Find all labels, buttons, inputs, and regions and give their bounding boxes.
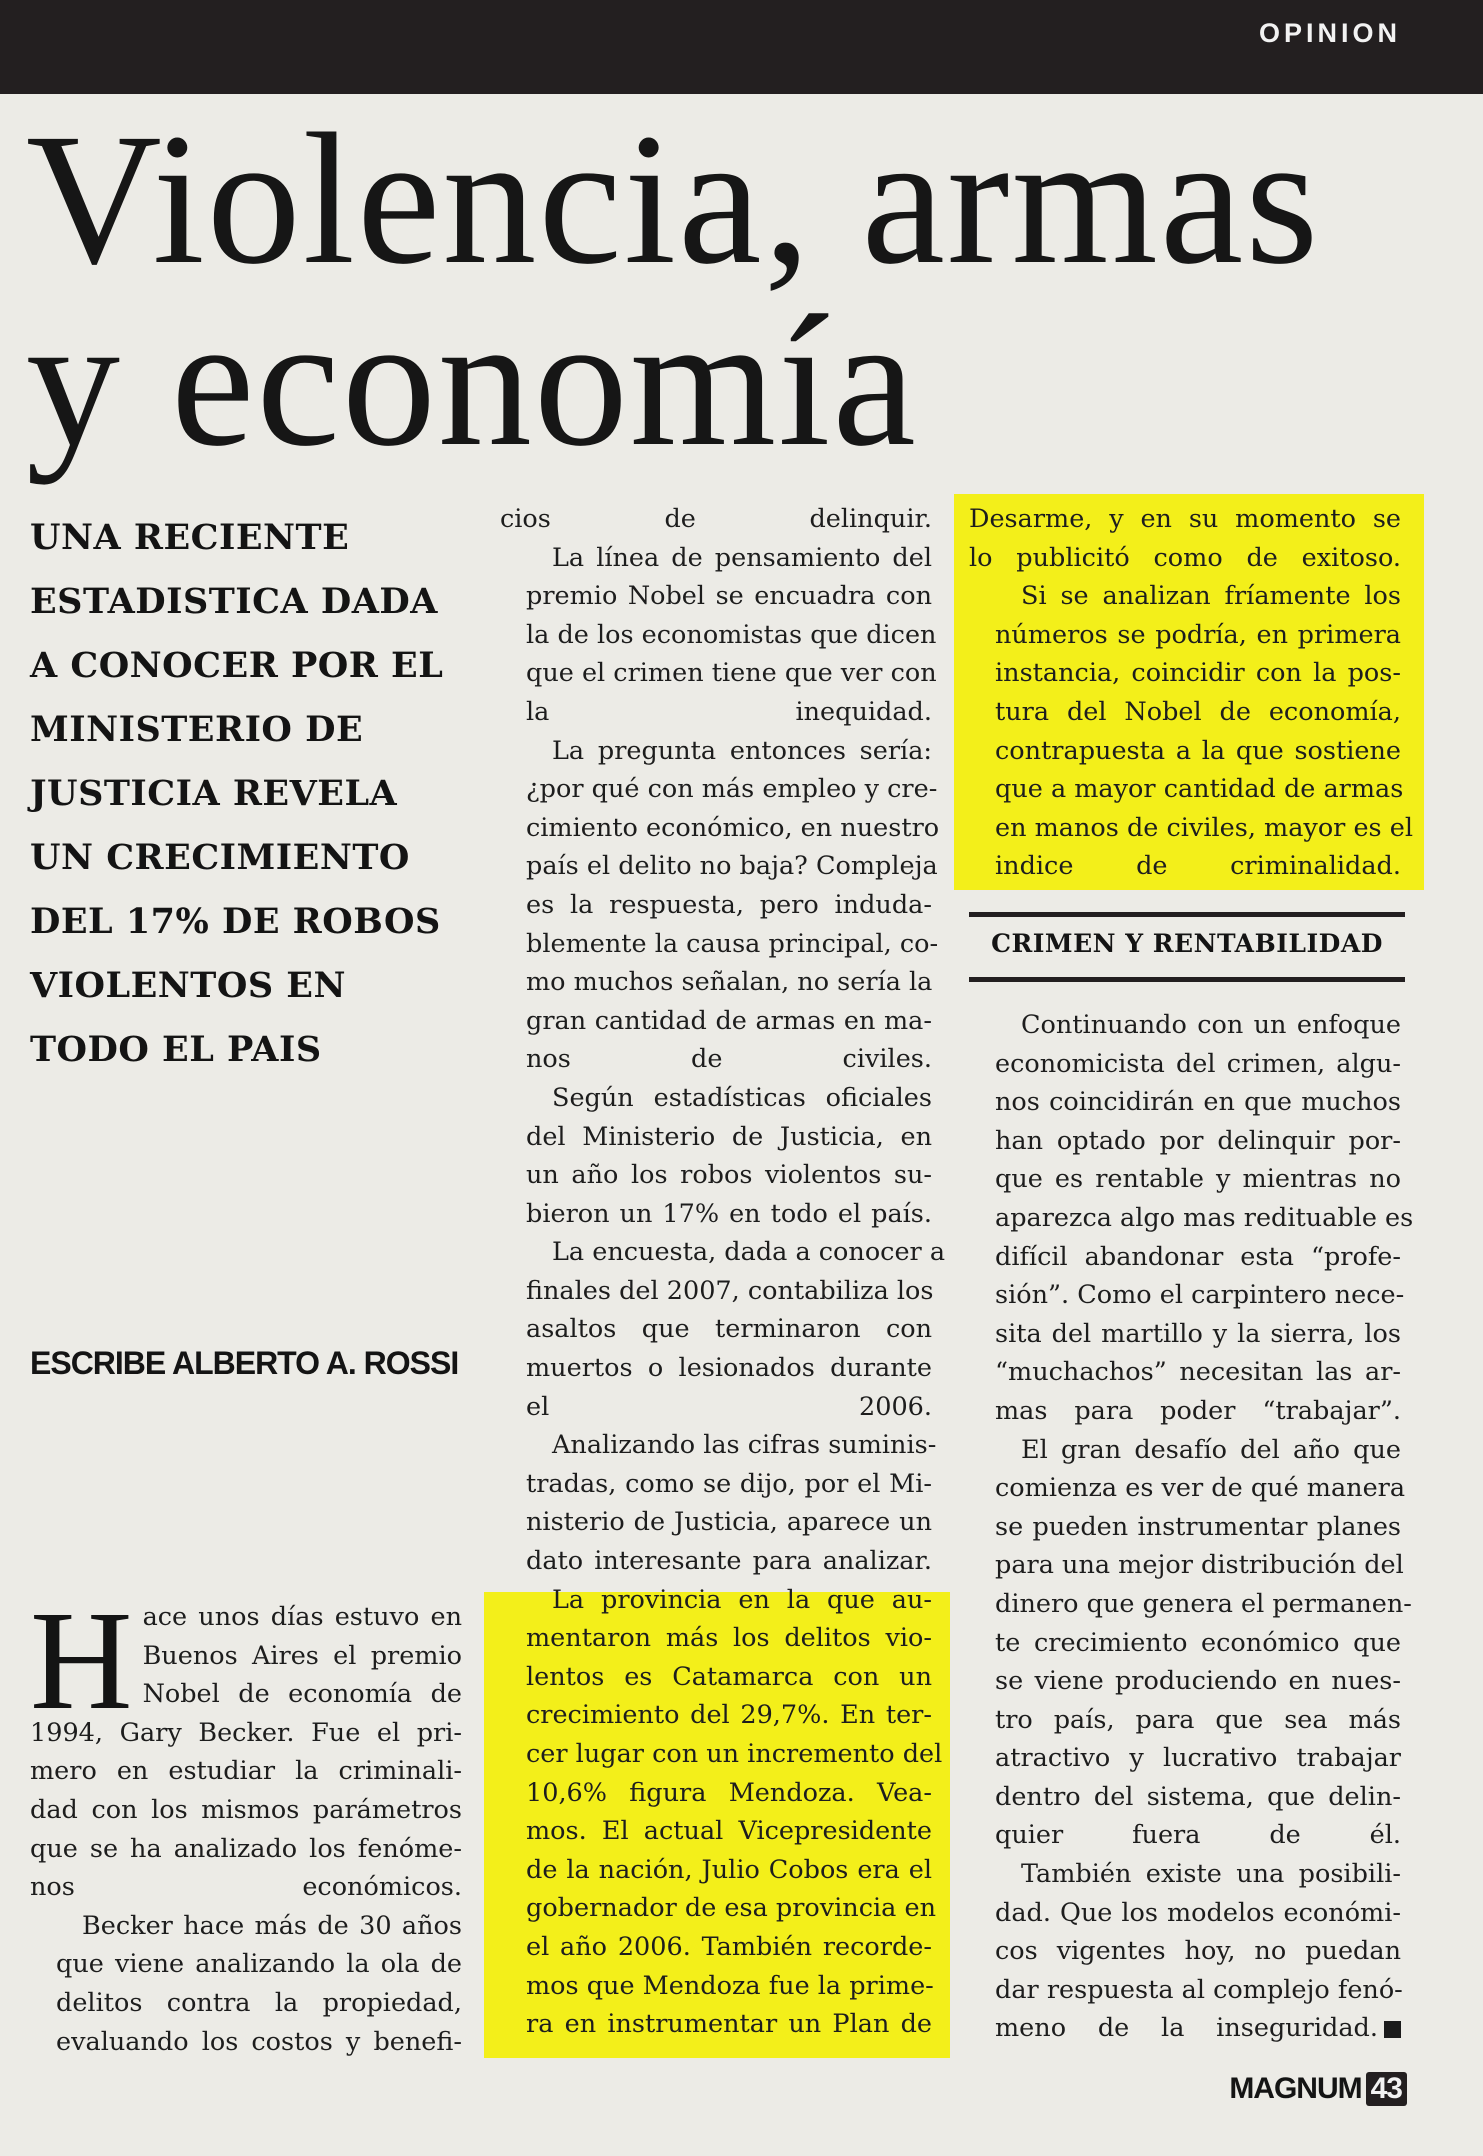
paragraph: [500, 500, 932, 539]
highlighted-paragraph: [969, 577, 1413, 886]
headline-line: y economía: [26, 276, 918, 485]
end-mark-icon: [1384, 2021, 1401, 2038]
text-line: se pueden instrumentar planes: [995, 1511, 1401, 1542]
text-line: gran cantidad de armas en ma-: [526, 1005, 932, 1036]
headline-line: Violencia, armas: [26, 94, 1321, 303]
paragraph: [500, 732, 940, 1079]
text-line: Continuando con un enfoque: [1021, 1010, 1401, 1040]
text-line: cer lugar con un incremento del: [526, 1739, 943, 1769]
text-line: premio Nobel se encuadra con: [526, 581, 932, 612]
text-line: nos coincidirán en que muchos: [995, 1087, 1401, 1118]
text-line: VIOLENTOS EN: [30, 965, 346, 1006]
text-line: TODO EL PAIS: [30, 1029, 322, 1070]
byline: ESCRIBE ALBERTO A. ROSSI: [30, 1345, 459, 1381]
headline: [26, 94, 1466, 485]
text-line: es la respuesta, pero induda-: [526, 889, 932, 920]
text-line: nos económicos.: [30, 1872, 462, 1903]
paragraph: [500, 1079, 932, 1233]
drop-cap: H: [30, 1581, 133, 1739]
text-line: MINISTERIO DE: [30, 709, 364, 750]
paragraph: [500, 1426, 937, 1580]
text-line: instancia, coincidir con la pos-: [995, 658, 1401, 689]
text-line: país el delito no baja? Compleja: [526, 851, 938, 882]
text-line: sión”. Como el carpintero nece-: [995, 1280, 1405, 1311]
text-line: en manos de civiles, mayor es el: [995, 812, 1413, 843]
text-line: Buenos Aires el premio: [142, 1640, 462, 1671]
text-line: La línea de pensamiento del: [552, 542, 932, 573]
text-line: cimiento económico, en nuestro: [526, 812, 940, 843]
text-line: difícil abandonar esta “profe-: [995, 1241, 1401, 1272]
text-line: El gran desafío del año que: [1021, 1434, 1401, 1465]
text-line: dentro del sistema, que delin-: [995, 1781, 1401, 1812]
text-line: tro país, para que sea más: [995, 1704, 1401, 1735]
deck: [30, 506, 470, 1082]
text-line: dar respuesta al complejo fenó-: [995, 1974, 1403, 2005]
text-line: mos. El actual Vicepresidente: [526, 1816, 932, 1847]
text-line: dato interesante para analizar.: [526, 1546, 932, 1577]
text-line: La pregunta entonces sería:: [552, 735, 932, 766]
highlighted-paragraph: [969, 500, 1401, 577]
text-line: sita del martillo y la sierra, los: [995, 1318, 1401, 1349]
text-line: comienza es ver de qué manera: [995, 1473, 1406, 1504]
text-line: la de los economistas que dicen: [526, 619, 937, 650]
text-line: que a mayor cantidad de armas: [995, 774, 1404, 805]
text-line: del Ministerio de Justicia, en: [526, 1121, 932, 1152]
column-2: [500, 500, 946, 2044]
text-line: delitos contra la propiedad,: [56, 1987, 462, 2018]
page-number: 43: [1366, 2072, 1407, 2106]
text-line: dad con los mismos parámetros: [30, 1794, 462, 1825]
text-line: finales del 2007, contabiliza los: [526, 1275, 934, 1306]
text-line: evaluando los costos y benefi-: [56, 2026, 462, 2057]
top-bar: [0, 0, 1483, 94]
subhead: CRIMEN Y RENTABILIDAD: [969, 912, 1405, 982]
text-line: de la nación, Julio Cobos era el: [526, 1854, 932, 1885]
text-line: nisterio de Justicia, aparece un: [526, 1507, 932, 1538]
text-line: JUSTICIA REVELA: [30, 773, 398, 814]
column-1: [30, 1581, 462, 2061]
text-line: Según estadísticas oficiales: [552, 1082, 932, 1113]
text-line: muertos o lesionados durante: [526, 1353, 932, 1384]
page-footer: [1229, 2072, 1407, 2106]
text-line: el año 2006. También recorde-: [526, 1931, 932, 1962]
text-line: dad. Que los modelos económi-: [995, 1897, 1401, 1928]
text-line: quier fuera de él.: [995, 1820, 1401, 1851]
text-line: economicista del crimen, algu-: [995, 1048, 1401, 1079]
text-line: crecimiento del 29,7%. En ter-: [526, 1700, 932, 1731]
text-line: La provincia en la que au-: [552, 1584, 932, 1615]
text-line: ace unos días estuvo en: [142, 1602, 462, 1632]
text-line: cios de delinquir.: [500, 504, 932, 534]
paragraph: [500, 1233, 946, 1426]
section-label: OPINION: [1258, 18, 1401, 48]
text-line: cos vigentes hoy, no puedan: [995, 1936, 1401, 1967]
text-line: La encuesta, dada a conocer a: [552, 1237, 946, 1268]
text-line: que viene analizando la ola de: [56, 1949, 462, 1980]
text-line: tura del Nobel de economía,: [995, 696, 1401, 727]
text-line: DEL 17% DE ROBOS: [30, 901, 441, 942]
text-line: indice de criminalidad.: [995, 851, 1401, 882]
text-line: mas para poder “trabajar”.: [995, 1395, 1401, 1426]
text-line: lentos es Catamarca con un: [526, 1661, 932, 1692]
text-line: ¿por qué con más empleo y cre-: [526, 774, 938, 805]
text-line: bieron un 17% en todo el país.: [526, 1198, 932, 1229]
paragraph: [969, 1855, 1401, 2048]
text-line: números se podría, en primera: [995, 619, 1401, 650]
text-line: que es rentable y mientras no: [995, 1164, 1401, 1195]
column-3: [969, 500, 1413, 886]
text-line: “muchachos” necesitan las ar-: [995, 1357, 1401, 1388]
paragraph: [969, 1006, 1414, 1431]
text-line: UNA RECIENTE: [30, 517, 350, 558]
text-line: gobernador de esa provincia en: [526, 1893, 936, 1924]
text-line: También existe una posibili-: [1021, 1859, 1401, 1890]
text-line: nos de civiles.: [526, 1044, 932, 1075]
text-line: ra en instrumentar un Plan de: [526, 2009, 932, 2040]
text-line: meno de la inseguridad.: [969, 2009, 1401, 2048]
text-line: blemente la causa principal, co-: [526, 928, 939, 959]
paragraph: [969, 1431, 1412, 1856]
text-line: Si se analizan fríamente los: [1021, 581, 1401, 612]
text-line: aparezca algo mas redituable es: [995, 1202, 1414, 1233]
text-line: atractivo y lucrativo trabajar: [995, 1743, 1401, 1774]
text-line: UN CRECIMIENTO: [30, 837, 410, 878]
text-line: Analizando las cifras suminis-: [552, 1430, 937, 1461]
magazine-name: MAGNUM: [1229, 2072, 1362, 2105]
text-line: mero en estudiar la criminali-: [30, 1756, 462, 1787]
text-line: Nobel de economía de: [142, 1679, 462, 1710]
text-line: lo publicitó como de exitoso.: [969, 542, 1401, 573]
text-line: 1994, Gary Becker. Fue el pri-: [30, 1717, 462, 1748]
text-line: mo muchos señalan, no sería la: [526, 967, 933, 998]
column-3-continued: [969, 1006, 1414, 2048]
text-line: dinero que genera el permanen-: [995, 1588, 1412, 1619]
text-line: Desarme, y en su momento se: [969, 504, 1401, 534]
paragraph: [500, 539, 937, 732]
text-line: ESTADISTICA DADA: [30, 581, 438, 622]
text-line: tradas, como se dijo, por el Mi-: [526, 1468, 932, 1499]
text-line: asaltos que terminaron con: [526, 1314, 932, 1345]
text-line: que el crimen tiene que ver con: [526, 658, 937, 689]
text-line: te crecimiento económico que: [995, 1627, 1401, 1658]
text-line: han optado por delinquir por-: [995, 1125, 1401, 1156]
text-line: Becker hace más de 30 años: [82, 1910, 462, 1941]
text-line: mos que Mendoza fue la prime-: [526, 1970, 934, 2001]
highlighted-paragraph: [500, 1581, 943, 2044]
paragraph: [30, 1907, 462, 2061]
text-line: se viene produciendo en nues-: [995, 1666, 1401, 1697]
text-line: el 2006.: [526, 1391, 932, 1422]
text-line: 10,6% figura Mendoza. Vea-: [526, 1777, 932, 1808]
text-line: un año los robos violentos su-: [526, 1160, 932, 1191]
text-line: la inequidad.: [526, 696, 932, 727]
text-line: contrapuesta a la que sostiene: [995, 735, 1401, 766]
text-line: para una mejor distribución del: [995, 1550, 1404, 1581]
text-line: mentaron más los delitos vio-: [526, 1623, 932, 1654]
text-line: A CONOCER POR EL: [30, 645, 444, 686]
text-line: que se ha analizado los fenóme-: [30, 1833, 462, 1864]
